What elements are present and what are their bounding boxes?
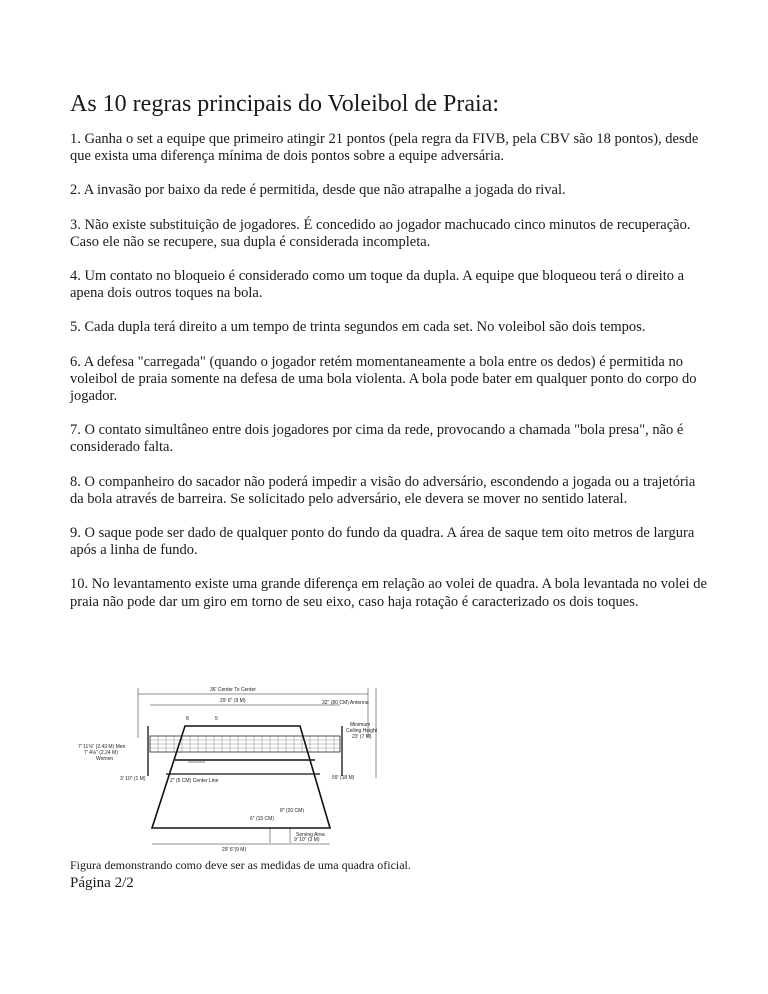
figure-caption: Figura demonstrando como deve ser as medidas de uma quadra oficial. [70, 858, 411, 872]
rule-3: 3. Não existe substituição de jogadores. É concedido ao jogador machucado cinco minutos de recuperação. Caso ele não se recupere, sua dupla é considerada incompleta. [70, 216, 691, 250]
rule-10: 10. No levantamento existe uma grande diferença em relação ao volei de quadra. A bola levantada no volei de praia não pode dar um giro em torno de seu eixo, caso haja rotação é caracterizado os dois toques. [70, 576, 707, 610]
label-ceiling: Ceiling Height [346, 728, 378, 734]
rule-2: 2. A invasão por baixo da rede é permitida, desde que não atrapalhe a jogada do rival. [70, 182, 566, 199]
label-antenna: 32" (80 CM) Antenna [322, 700, 369, 706]
label-8: 8 [186, 716, 189, 722]
court-diagram [78, 678, 390, 856]
label-post-dist: 3' 10" (1 M) [120, 776, 146, 782]
page-number: Página 2/2 [70, 875, 134, 891]
label-15cm: 6" (15 CM) [250, 816, 275, 822]
rule-5: 5. Cada dupla terá direito a um tempo de trinta segundos em cada set. No voleibol são dois tempos. [70, 319, 646, 336]
rule-9: 9. O saque pode ser dado de qualquer ponto do fundo da quadra. A área de saque tem oito metros de largura após a linha de fundo. [70, 525, 695, 559]
label-net-height-men: 7' 11⅝" (2.43 M) Men [78, 744, 126, 750]
rule-7: 7. O contato simultâneo entre dois jogadores por cima da rede, provocando a chamada "bola presa", não é considerado falta. [70, 422, 684, 456]
label-5: 5 [215, 716, 218, 722]
rule-4: 4. Um contato no bloqueio é considerado como um toque da dupla. A equipe que bloqueou terá o direito a apena dois outros toques na bola. [70, 268, 685, 302]
label-center-to-center: 36' Center To Center [210, 687, 256, 693]
rules-list [70, 131, 710, 611]
label-ceiling-min: Minimum [350, 722, 371, 728]
rule-6: 6. A defesa "carregada" (quando o jogador retém momentaneamente a bola entre os dedos) é permitida no voleibol de praia somente na defesa de uma bola violenta. A bola pode bater em qualquer ponto do corpo do jogador. [70, 353, 697, 405]
court-diagram-svg [78, 678, 390, 856]
label-length: 59' (18 M) [332, 775, 355, 781]
label-serving-val: 9' 10" (3 M) [294, 837, 320, 843]
page-title: As 10 regras principais do Voleibol de Praia: [70, 91, 500, 117]
label-center-line: 2" (5 CM) Center Line [170, 778, 219, 784]
label-women: Women [96, 756, 114, 762]
label-width-top: 29' 6" (9 M) [220, 698, 246, 704]
label-ceiling-val: 23' (7 M) [352, 734, 372, 740]
label-width-bottom: 29' 6"(9 M) [222, 847, 247, 853]
label-net-height-women: 7' 4⅛" (2.24 M) [84, 750, 118, 756]
label-20cm: 8" (20 CM) [280, 808, 305, 814]
rule-8: 8. O companheiro do sacador não poderá impedir a visão do adversário, escondendo a jogada ou a trajetória da bola através de barreira. Se solicitado pelo adversário, ele devera se mover no sentido lateral. [70, 473, 696, 507]
rule-1: 1. Ganha o set a equipe que primeiro atingir 21 pontos (pela regra da FIVB, pela CBV são 18 pontos), desde que exista uma diferença mínima de dois pontos sobre a equipe adversária. [70, 131, 699, 165]
label-serving-area: Serving Area [296, 832, 325, 838]
